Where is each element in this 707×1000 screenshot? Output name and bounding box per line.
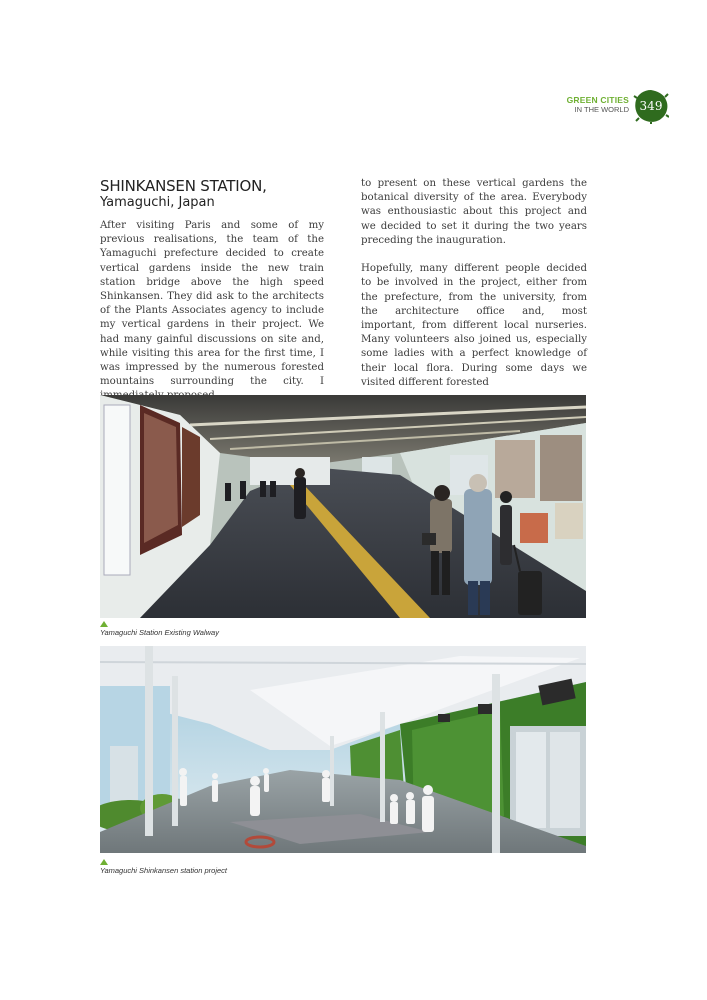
page-number-badge (633, 88, 669, 124)
rendering-photo (100, 646, 586, 853)
page-number: 349 (639, 99, 663, 113)
body-column-right (361, 177, 587, 390)
rendering-image (100, 646, 586, 853)
figure-caption: Yamaguchi Shinkansen station project (100, 866, 228, 875)
article-subtitle: Yamaguchi, Japan (100, 195, 215, 210)
paragraph: Hopefully, many different people decided to be involved in the project, either from the prefecture, from the university, from the architecture office and, most important, from different local nurseries. Many volunteers also joined us, especially some ladies with a perfect knowledge of their local flora. During some days we visited different forested (361, 263, 587, 388)
walkway-image (100, 395, 586, 618)
brand-block (567, 96, 629, 114)
brand-subtitle: IN THE WORLD (574, 105, 629, 114)
body-column-left (100, 219, 324, 404)
paragraph: After visiting Paris and some of my previous realisations, the team of the Yamaguchi prefecture decided to create vertical gardens inside the new train station bridge above the high speed Shinkansen. They did ask to the architects of the Plants Associates agency to include my vertical gardens in their project. We had many gainful discussions on site and, while visiting this area for the first time, I was impressed by the numerous forested mountains surrounding the city. I (100, 220, 324, 388)
caption-marker-icon (100, 859, 108, 865)
caption-marker-icon (100, 621, 108, 627)
article-title: SHINKANSEN STATION, (100, 177, 267, 195)
brand-title: GREEN CITIES (566, 95, 629, 105)
walkway-photo (100, 395, 586, 618)
figure-caption: Yamaguchi Station Existing Walway (100, 628, 219, 637)
paragraph: to present on these vertical gardens the botanical diversity of the area. Everybody was enthousiastic about this project and we decided to set it during the two years preceding the inauguration. (361, 178, 587, 246)
